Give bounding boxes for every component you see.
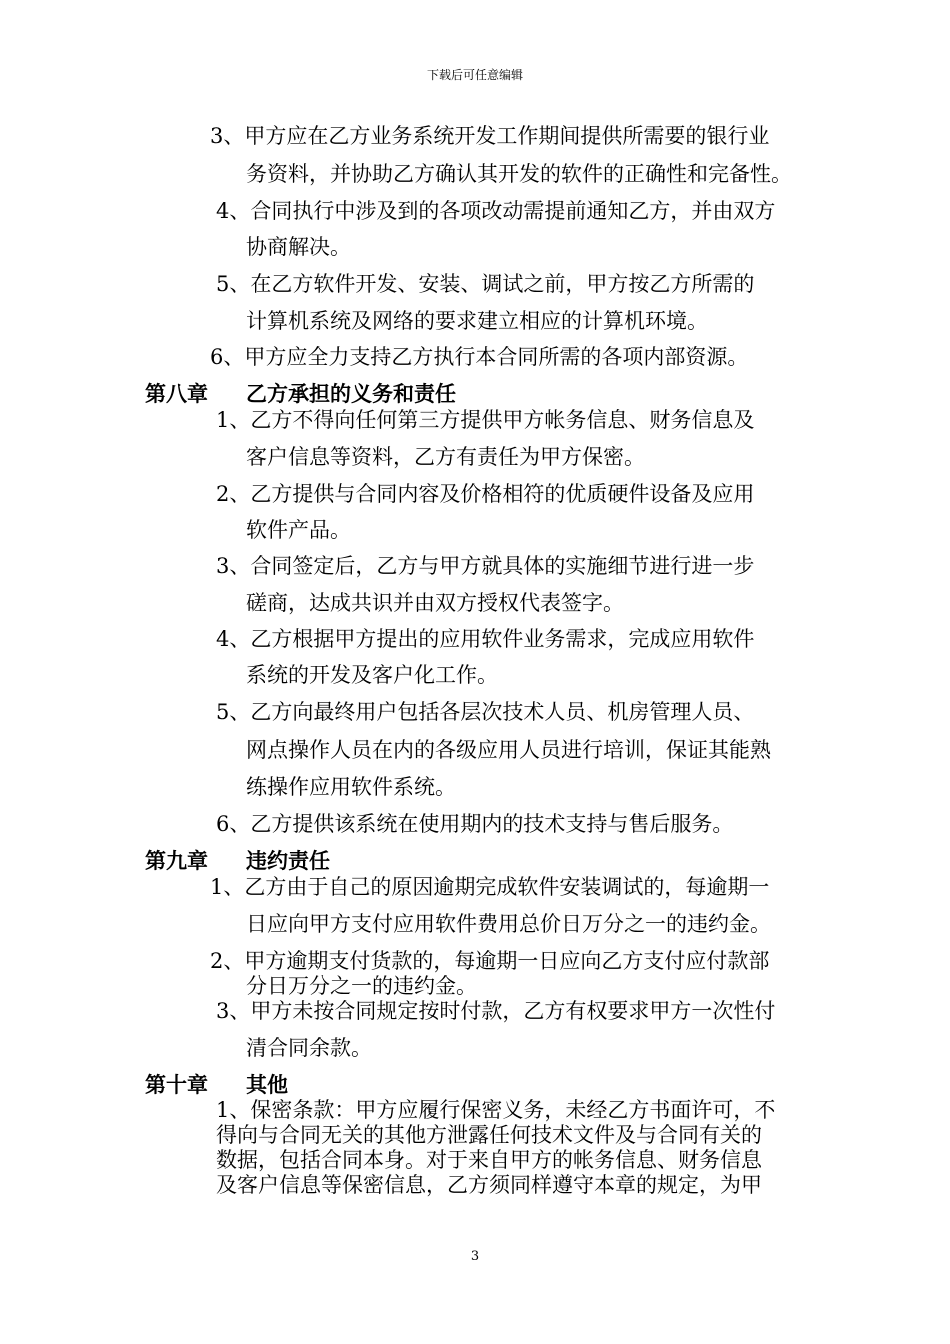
s8-item-6-line1: 6、乙方提供该系统在使用期内的技术支持与售后服务。 (216, 812, 734, 836)
s7-item-6-line1: 6、甲方应全力支持乙方执行本合同所需的各项内部资源。 (210, 345, 749, 369)
s7-item-5-line1: 5、在乙方软件开发、安装、调试之前，甲方按乙方所需的 (216, 272, 755, 296)
s8-item-2-line1: 2、乙方提供与合同内容及价格相符的优质硬件设备及应用 (216, 482, 755, 506)
s8-item-5-line3: 练操作应用软件系统。 (246, 775, 456, 799)
s10-item-1-line3: 数据，包括合同本身。对于来自甲方的帐务信息、财务信息 (216, 1148, 762, 1172)
s10-item-1-line2: 得向与合同无关的其他方泄露任何技术文件及与合同有关的 (216, 1123, 762, 1147)
s8-item-4-line2: 系统的开发及客户化工作。 (246, 663, 498, 687)
chapter-9-title: 违约责任 (246, 848, 330, 873)
s8-item-4-line1: 4、乙方根据甲方提出的应用软件业务需求，完成应用软件 (216, 627, 755, 651)
s10-item-1-line4: 及客户信息等保密信息，乙方须同样遵守本章的规定，为甲 (216, 1173, 762, 1197)
s8-item-1-line2: 客户信息等资料，乙方有责任为甲方保密。 (246, 445, 645, 469)
page-number: 3 (470, 1249, 480, 1264)
s9-item-1-line1: 1、乙方由于自己的原因逾期完成软件安装调试的，每逾期一 (210, 875, 770, 899)
s7-item-4-line2: 协商解决。 (246, 235, 351, 259)
s9-item-3-line1: 3、甲方未按合同规定按时付款，乙方有权要求甲方一次性付 (216, 999, 776, 1023)
s8-item-5-line1: 5、乙方向最终用户包括各层次技术人员、机房管理人员、 (216, 700, 755, 724)
chapter-9-heading (145, 847, 330, 875)
s8-item-3-line2: 磋商，达成共识并由双方授权代表签字。 (246, 591, 624, 615)
page-header: 下载后可任意编辑 (426, 68, 523, 82)
s7-item-5-line2: 计算机系统及网络的要求建立相应的计算机环境。 (246, 309, 708, 333)
s7-item-3-line2: 务资料，并协助乙方确认其开发的软件的正确性和完备性。 (246, 162, 792, 186)
chapter-10-number: 第十章 (145, 1072, 208, 1097)
s9-item-2-line2: 分日万分之一的违约金。 (246, 974, 477, 998)
s9-item-3-line2: 清合同余款。 (246, 1036, 372, 1060)
chapter-10-title: 其他 (246, 1072, 288, 1097)
chapter-8-title: 乙方承担的义务和责任 (246, 381, 456, 406)
s7-item-4-line1: 4、合同执行中涉及到的各项改动需提前通知乙方，并由双方 (216, 199, 776, 223)
chapter-8-heading (145, 380, 456, 408)
s8-item-3-line1: 3、合同签定后，乙方与甲方就具体的实施细节进行进一步 (216, 554, 755, 578)
chapter-8-number: 第八章 (145, 381, 208, 406)
s10-item-1-line1: 1、保密条款：甲方应履行保密义务，未经乙方书面许可，不 (216, 1098, 776, 1122)
s8-item-5-line2: 网点操作人员在内的各级应用人员进行培训，保证其能熟 (246, 738, 771, 762)
s9-item-1-line2: 日应向甲方支付应用软件费用总价日万分之一的违约金。 (246, 912, 771, 936)
chapter-10-heading (145, 1071, 288, 1099)
s8-item-2-line2: 软件产品。 (246, 518, 351, 542)
s7-item-3-line1: 3、甲方应在乙方业务系统开发工作期间提供所需要的银行业 (210, 124, 770, 148)
s9-item-2-line1: 2、甲方逾期支付货款的，每逾期一日应向乙方支付应付款部 (210, 949, 770, 973)
s8-item-1-line1: 1、乙方不得向任何第三方提供甲方帐务信息、财务信息及 (216, 408, 755, 432)
chapter-9-number: 第九章 (145, 848, 208, 873)
